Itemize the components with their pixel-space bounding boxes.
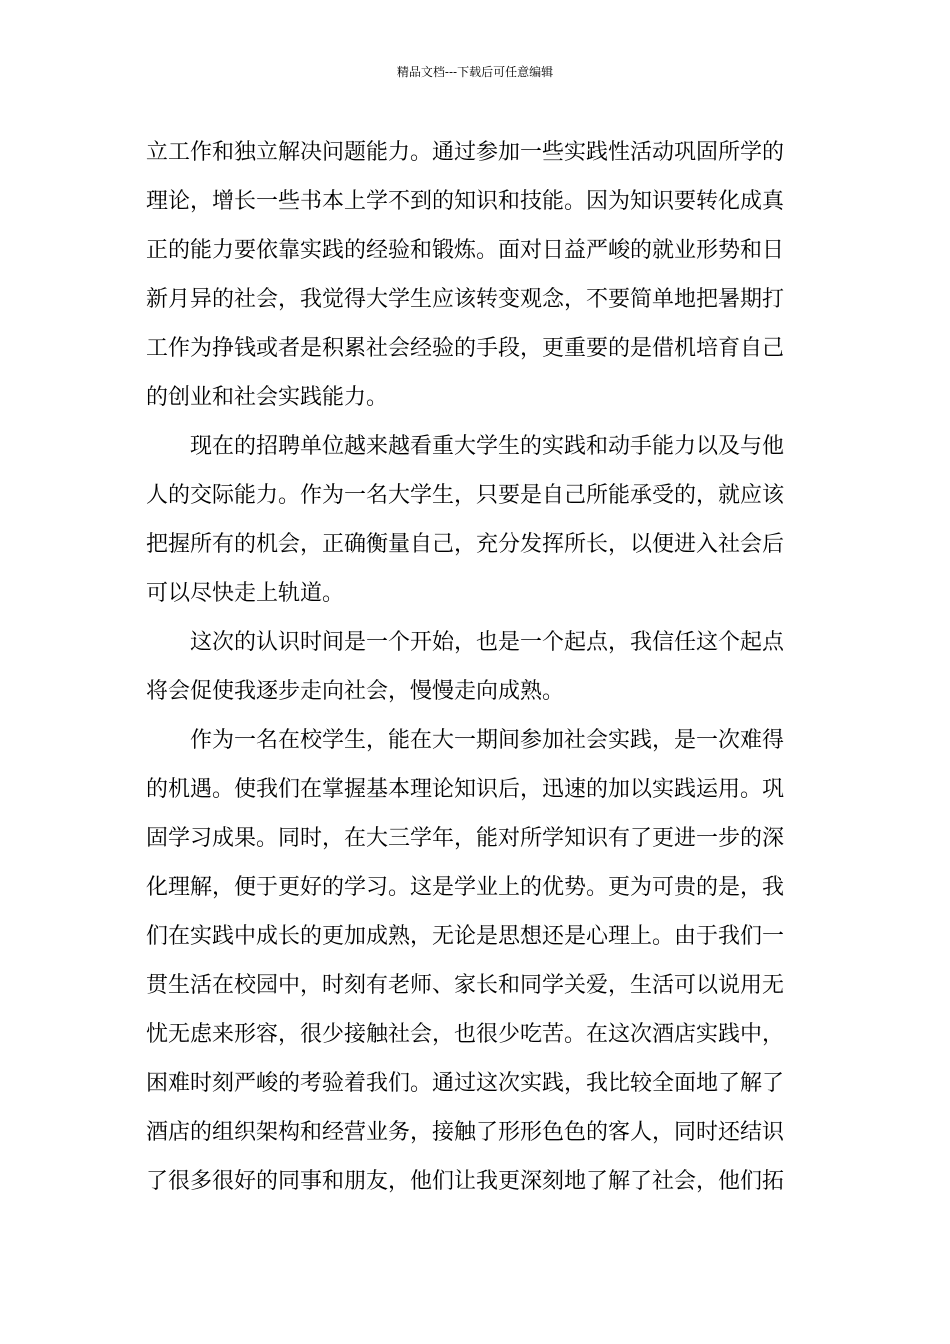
document-body xyxy=(146,128,806,1206)
paragraph-3 xyxy=(146,618,806,716)
text-line: 正的能力要依靠实践的经验和锻炼。面对日益严峻的就业形势和日 xyxy=(146,238,785,263)
text-line: 工作为挣钱或者是积累社会经验的手段，更重要的是借机培育自己 xyxy=(146,336,785,361)
paragraph-2 xyxy=(146,422,806,618)
text-line: 酒店的组织架构和经营业务，接触了形形色色的客人，同时还结识 xyxy=(146,1120,785,1145)
text-line: 化理解，便于更好的学习。这是学业上的优势。更为可贵的是，我 xyxy=(146,875,785,900)
paragraph-4 xyxy=(146,716,806,1206)
text-line: 的机遇。使我们在掌握基本理论知识后，迅速的加以实践运用。巩 xyxy=(146,777,785,802)
paragraph-1 xyxy=(146,128,806,422)
text-line: 的创业和社会实践能力。 xyxy=(146,385,389,410)
text-line: 作为一名在校学生，能在大一期间参加社会实践，是一次难得 xyxy=(190,728,785,753)
text-line: 理论，增长一些书本上学不到的知识和技能。因为知识要转化成真 xyxy=(146,189,785,214)
text-line: 困难时刻严峻的考验着我们。通过这次实践，我比较全面地了解了 xyxy=(146,1071,785,1096)
text-line: 忧无虑来形容，很少接触社会，也很少吃苦。在这次酒店实践中， xyxy=(146,1022,785,1047)
text-line: 新月异的社会，我觉得大学生应该转变观念，不要简单地把暑期打 xyxy=(146,287,785,312)
text-line: 立工作和独立解决问题能力。通过参加一些实践性活动巩固所学的 xyxy=(146,140,785,165)
text-line: 这次的认识时间是一个开始，也是一个起点，我信任这个起点 xyxy=(190,630,785,655)
text-line: 可以尽快走上轨道。 xyxy=(146,581,345,606)
page-header: 精品文档---下载后可任意编辑 xyxy=(396,65,554,79)
text-line: 贯生活在校园中，时刻有老师、家长和同学关爱，生活可以说用无 xyxy=(146,973,785,998)
text-line: 人的交际能力。作为一名大学生，只要是自己所能承受的，就应该 xyxy=(146,483,785,508)
text-line: 将会促使我逐步走向社会，慢慢走向成熟。 xyxy=(146,679,565,704)
text-line: 了很多很好的同事和朋友，他们让我更深刻地了解了社会，他们拓 xyxy=(146,1169,785,1194)
text-line: 把握所有的机会，正确衡量自己，充分发挥所长，以便进入社会后 xyxy=(146,532,785,557)
text-line: 们在实践中成长的更加成熟，无论是思想还是心理上。由于我们一 xyxy=(146,924,785,949)
text-line: 固学习成果。同时，在大三学年，能对所学知识有了更进一步的深 xyxy=(146,826,785,851)
text-line: 现在的招聘单位越来越看重大学生的实践和动手能力以及与他 xyxy=(190,434,785,459)
